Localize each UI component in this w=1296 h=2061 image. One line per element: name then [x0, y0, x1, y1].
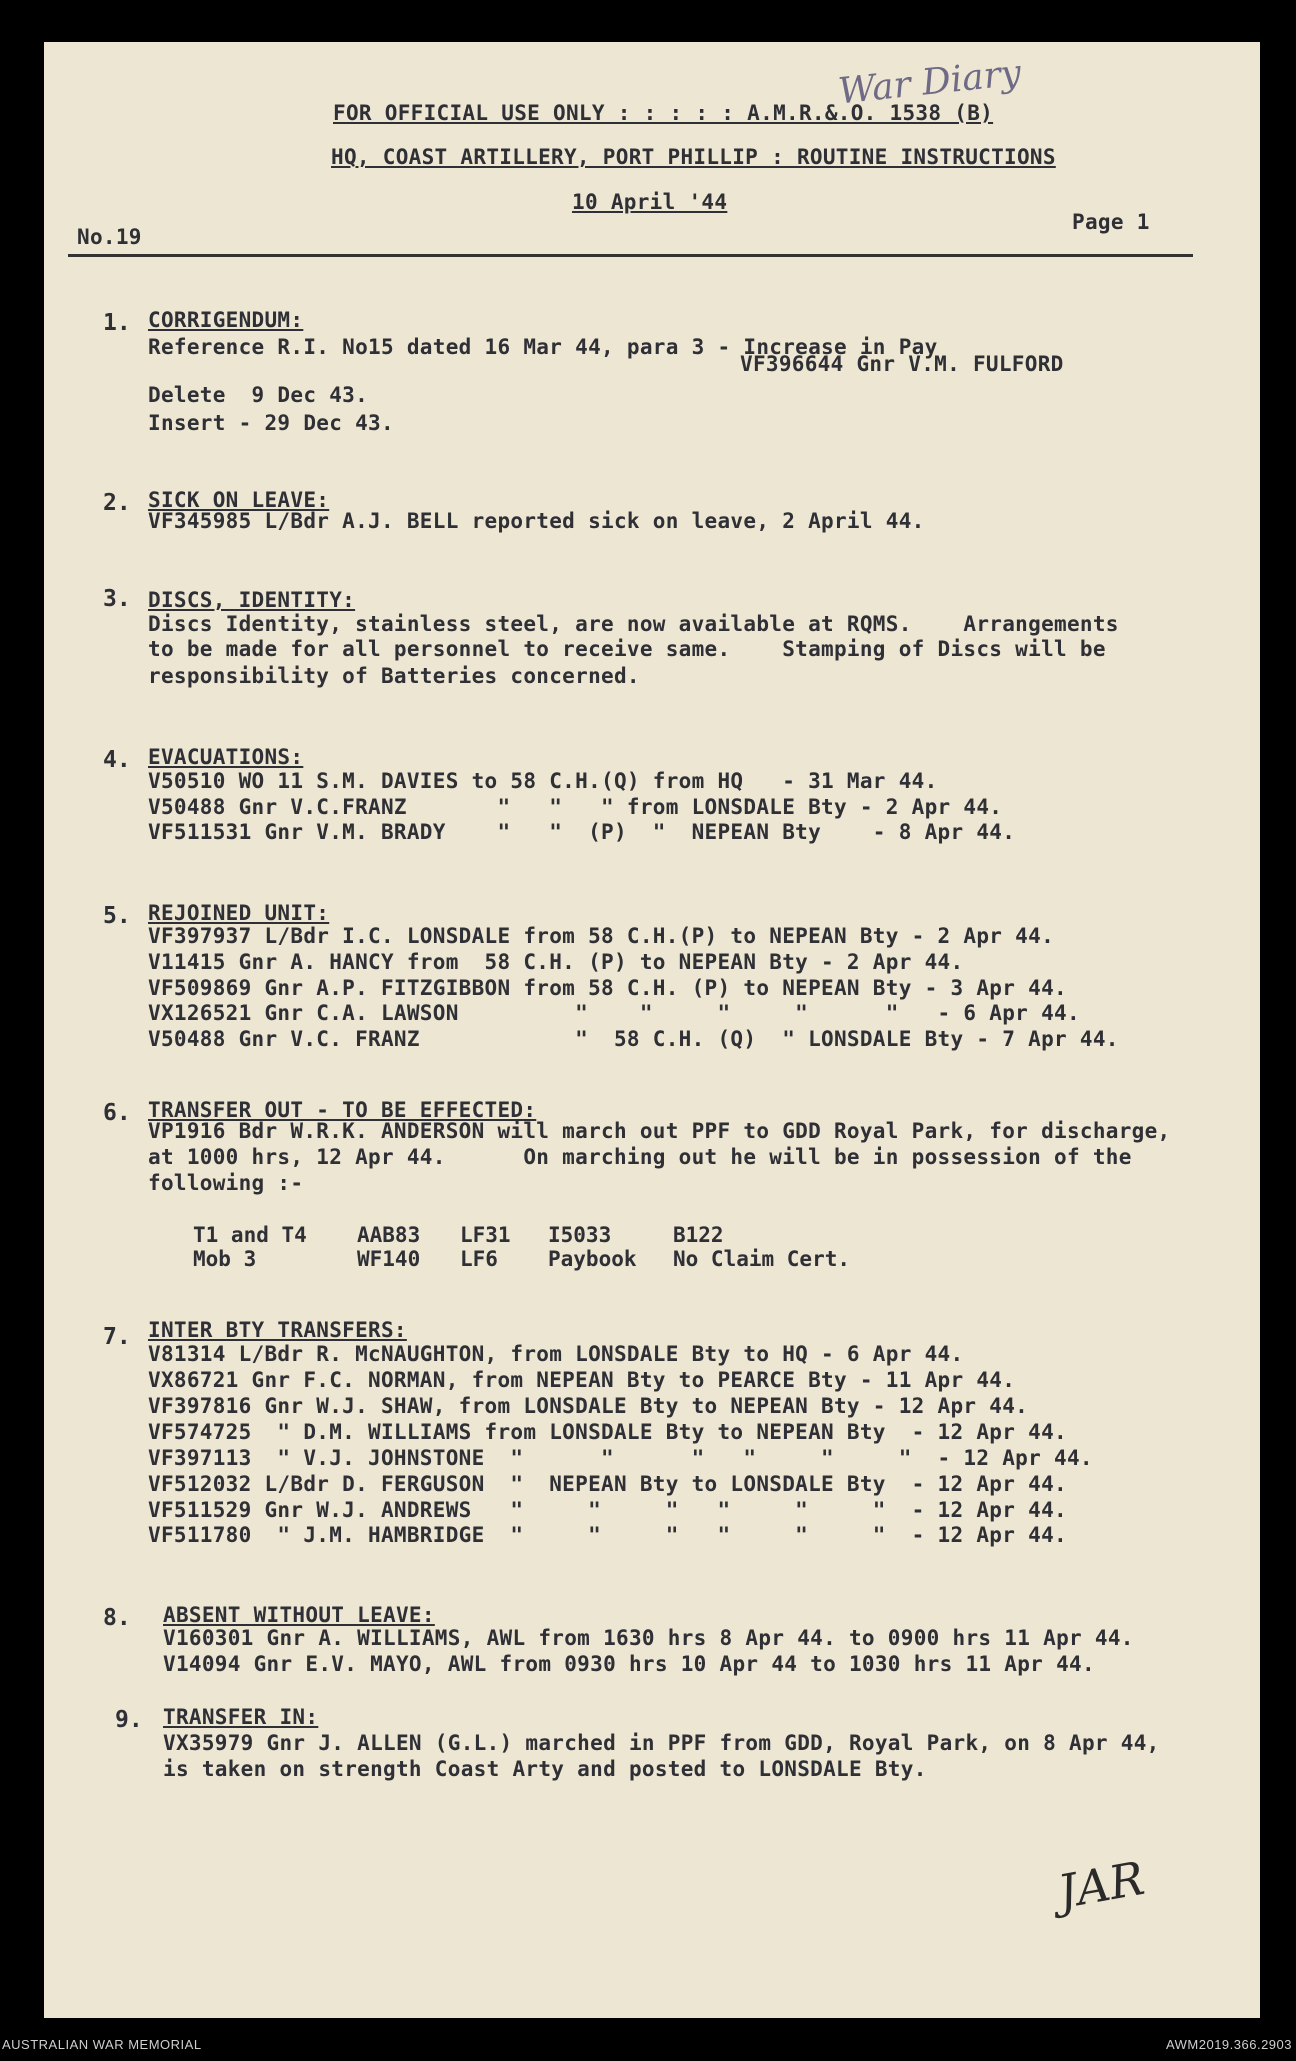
section-title: DISCS, IDENTITY: [148, 588, 356, 612]
section-line: VX126521 Gnr C.A. LAWSON " " " " " - 6 Apr 44. [148, 1001, 1080, 1025]
section-number: 3. [103, 586, 131, 612]
section-line: VF511531 Gnr V.M. BRADY " " (P) " NEPEAN Bty - 8 Apr 44. [148, 820, 1016, 844]
item-cell: Paybook [548, 1247, 637, 1271]
section-line: V14094 Gnr E.V. MAYO, AWL from 0930 hrs 10 Apr 44 to 1030 hrs 11 Apr 44. [163, 1652, 1095, 1676]
section-title: SICK ON LEAVE: [148, 488, 330, 512]
section-line: V50488 Gnr V.C. FRANZ " 58 C.H. (Q) " LONSDALE Bty - 7 Apr 44. [148, 1027, 1119, 1051]
header-date: 10 April '44 [572, 190, 728, 214]
item-cell: I5033 [548, 1223, 612, 1247]
section-line: VX35979 Gnr J. ALLEN (G.L.) marched in PPF from GDD, Royal Park, on 8 Apr 44, [163, 1731, 1160, 1755]
item-cell: B122 [673, 1223, 724, 1247]
section-number: 5. [103, 903, 131, 929]
footer-reference: AWM2019.366.2903 [1165, 2037, 1292, 2052]
section-line: VF397113 " V.J. JOHNSTONE " " " " " " - 12 Apr 44. [148, 1446, 1093, 1470]
item-cell: AAB83 [357, 1223, 421, 1247]
section-line: VF345985 L/Bdr A.J. BELL reported sick on leave, 2 April 44. [148, 509, 925, 533]
war-diary-annotation: War Diary [836, 52, 1024, 113]
item-cell: WF140 [357, 1247, 421, 1271]
section-line: Insert - 29 Dec 43. [148, 411, 394, 435]
section-line: at 1000 hrs, 12 Apr 44. On marching out he will be in possession of the [148, 1145, 1132, 1169]
header-official-use: FOR OFFICIAL USE ONLY : : : : : A.M.R.&.O. 1538 (B) [333, 101, 994, 125]
item-cell: LF6 [460, 1247, 498, 1271]
section-line: VF511780 " J.M. HAMBRIDGE " " " " " " - 12 Apr 44. [148, 1523, 1067, 1547]
footer-source: AUSTRALIAN WAR MEMORIAL [2, 2037, 202, 2052]
section-line: VP1916 Bdr W.R.K. ANDERSON will march out PPF to GDD Royal Park, for discharge, [148, 1119, 1171, 1143]
section-line: Reference R.I. No15 dated 16 Mar 44, para 3 - Increase in Pay [148, 335, 938, 359]
section-line: VF574725 " D.M. WILLIAMS from LONSDALE Bty to NEPEAN Bty - 12 Apr 44. [148, 1420, 1067, 1444]
section-line: Discs Identity, stainless steel, are now available at RQMS. Arrangements [148, 612, 1119, 636]
section-line: VF512032 L/Bdr D. FERGUSON " NEPEAN Bty to LONSDALE Bty - 12 Apr 44. [148, 1472, 1067, 1496]
section-line: to be made for all personnel to receive same. Stamping of Discs will be [148, 637, 1106, 661]
section-line: V50488 Gnr V.C.FRANZ " " " from LONSDALE Bty - 2 Apr 44. [148, 795, 1003, 819]
section-title: REJOINED UNIT: [148, 901, 330, 925]
section-line: V50510 WO 11 S.M. DAVIES to 58 C.H.(Q) from HQ - 31 Mar 44. [148, 769, 938, 793]
section-number: 2. [103, 490, 131, 516]
section-line: VF397816 Gnr W.J. SHAW, from LONSDALE Bty to NEPEAN Bty - 12 Apr 44. [148, 1394, 1029, 1418]
section-title: TRANSFER IN: [163, 1705, 319, 1729]
section-title: TRANSFER OUT - TO BE EFFECTED: [148, 1098, 537, 1122]
section-line: V160301 Gnr A. WILLIAMS, AWL from 1630 hrs 8 Apr 44. to 0900 hrs 11 Apr 44. [163, 1626, 1134, 1650]
section-title: EVACUATIONS: [148, 745, 304, 769]
signature-initials: JAR [1053, 1850, 1149, 1920]
section-number: 1. [103, 310, 131, 336]
header-rule [68, 254, 1193, 257]
section-line: Delete 9 Dec 43. [148, 383, 369, 407]
section-line: V81314 L/Bdr R. McNAUGHTON, from LONSDALE Bty to HQ - 6 Apr 44. [148, 1342, 964, 1366]
section-line: VF511529 Gnr W.J. ANDREWS " " " " " " - 12 Apr 44. [148, 1498, 1067, 1522]
section-line: following :- [148, 1171, 304, 1195]
section-line: VF397937 L/Bdr I.C. LONSDALE from 58 C.H.(P) to NEPEAN Bty - 2 Apr 44. [148, 924, 1055, 948]
instruction-number: No.19 [77, 225, 142, 249]
section-line: V11415 Gnr A. HANCY from 58 C.H. (P) to NEPEAN Bty - 2 Apr 44. [148, 950, 964, 974]
section-line: VF396644 Gnr V.M. FULFORD [740, 352, 1064, 376]
section-number: 4. [103, 747, 131, 773]
section-title: CORRIGENDUM: [148, 308, 304, 332]
item-cell: T1 and T4 [193, 1223, 307, 1247]
page-number: Page 1 [1072, 210, 1150, 234]
item-cell: No Claim Cert. [673, 1247, 851, 1271]
section-number: 9. [115, 1707, 143, 1733]
section-line: VF509869 Gnr A.P. FITZGIBBON from 58 C.H. (P) to NEPEAN Bty - 3 Apr 44. [148, 976, 1067, 1000]
section-line: VX86721 Gnr F.C. NORMAN, from NEPEAN Bty to PEARCE Bty - 11 Apr 44. [148, 1368, 1016, 1392]
item-cell: LF31 [460, 1223, 511, 1247]
section-title: INTER BTY TRANSFERS: [148, 1318, 407, 1342]
header-title: HQ, COAST ARTILLERY, PORT PHILLIP : ROUTINE INSTRUCTIONS [331, 145, 1056, 169]
section-line: is taken on strength Coast Arty and posted to LONSDALE Bty. [163, 1757, 927, 1781]
item-cell: Mob 3 [193, 1247, 257, 1271]
section-line: responsibility of Batteries concerned. [148, 664, 640, 688]
section-title: ABSENT WITHOUT LEAVE: [163, 1603, 435, 1627]
section-number: 8. [103, 1605, 131, 1631]
section-number: 6. [103, 1100, 131, 1126]
section-number: 7. [103, 1324, 131, 1350]
